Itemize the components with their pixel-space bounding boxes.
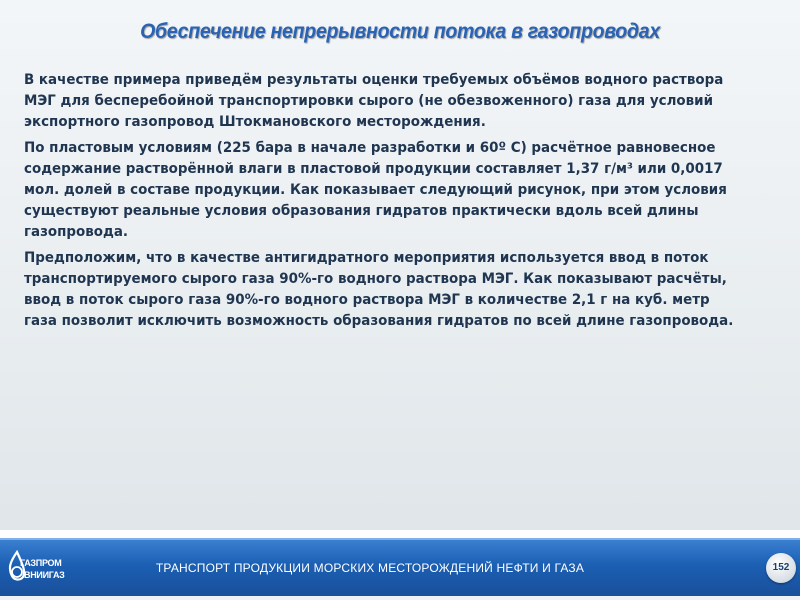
company-logo (6, 546, 70, 590)
paragraph-3: Предположим, что в качестве антигидратного мероприятия используется ввод в поток транспортируемого сырого газа 90%-го водного раствора МЭГ. Как показывают расчёты, ввод в поток сырого газа 90%-го водного раствора МЭГ в количестве 2,1 г на куб. метр газа позволит исключить возможность образования гидратов по всей длине газопровода. (24, 250, 734, 329)
slide-title: Обеспечение непрерывности потока в газопроводах (140, 20, 660, 43)
paragraph-1: В качестве примера приведём результаты оценки требуемых объёмов водного раствора МЭГ для бесперебойной транспортировки сырого (не обезвоженного) газа для условий экспортного газопровод Штокмановского месторождения. (24, 72, 724, 130)
slide-body (24, 70, 744, 337)
page-number: 152 (766, 553, 796, 583)
logo-line-2: ВНИИГАЗ (24, 570, 65, 580)
footer-bar (0, 538, 800, 596)
paragraph-2: По пластовым условиям (225 бара в начале разработки и 60º С) расчётное равновесное содержание растворённой влаги в пластовой продукции составляет 1,37 г/м³ или 0,0017 мол. долей в составе продукции. Как показывает следующий рисунок, при этом условия существуют реальные условия образования гидратов практически вдоль всей длины газопровода. (24, 140, 727, 240)
logo-line-1: ГАЗПРОМ (20, 558, 62, 568)
footer (0, 530, 800, 600)
footer-caption: ТРАНСПОРТ ПРОДУКЦИИ МОРСКИХ МЕСТОРОЖДЕНИЙ НЕФТИ И ГАЗА (155, 561, 585, 575)
